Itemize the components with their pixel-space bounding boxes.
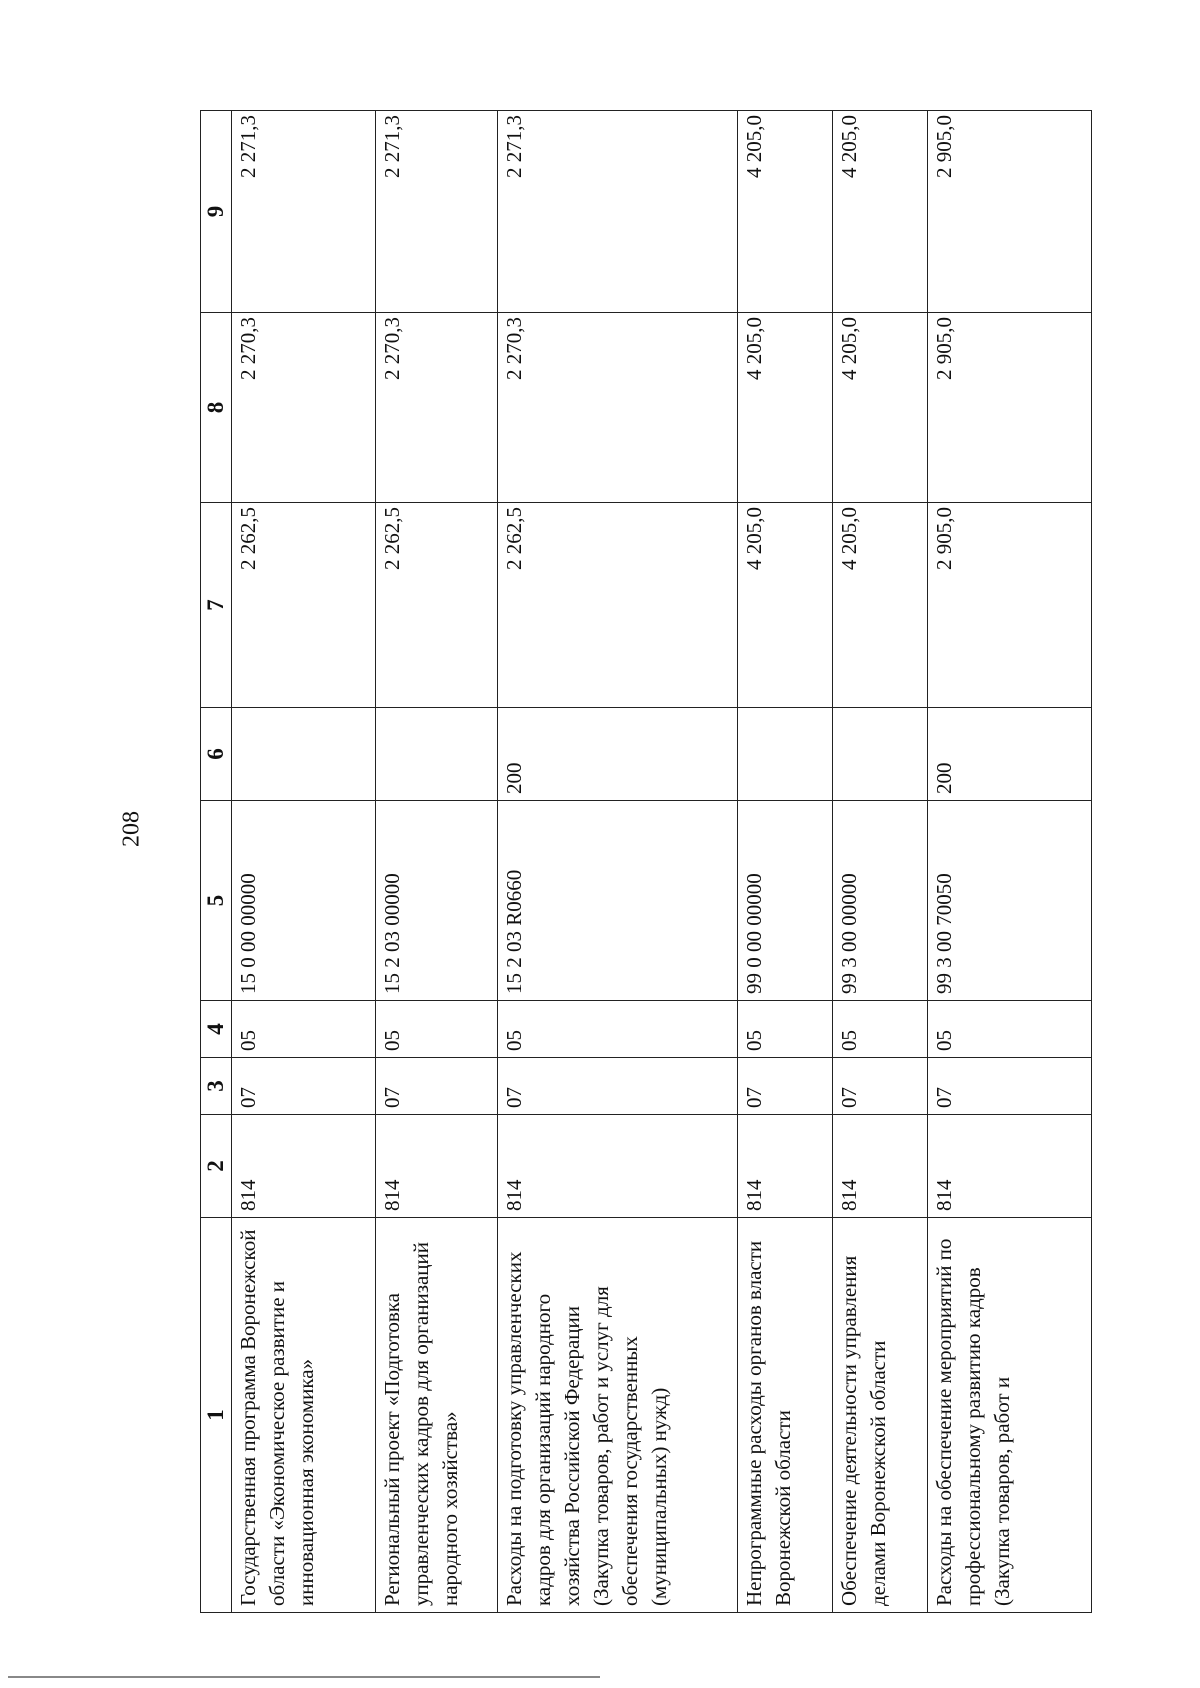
subsection-code: 05 bbox=[833, 1001, 928, 1058]
amount-col-9: 2 271,3 bbox=[376, 111, 498, 313]
table-row bbox=[498, 111, 738, 1613]
target-article-code: 15 2 03 00000 bbox=[376, 801, 498, 1001]
expense-type-code bbox=[833, 708, 928, 801]
amount-col-9: 2 271,3 bbox=[232, 111, 376, 313]
amount-col-7: 2 262,5 bbox=[498, 503, 738, 708]
amount-col-7: 2 262,5 bbox=[376, 503, 498, 708]
header-col-1: 1 bbox=[201, 1218, 232, 1613]
header-col-6: 6 bbox=[201, 708, 232, 801]
table-row bbox=[376, 111, 498, 1613]
amount-col-7: 2 262,5 bbox=[232, 503, 376, 708]
ministry-code: 814 bbox=[498, 1115, 738, 1218]
section-code: 07 bbox=[376, 1058, 498, 1115]
section-code: 07 bbox=[738, 1058, 833, 1115]
target-article-code: 99 3 00 00000 bbox=[833, 801, 928, 1001]
header-col-4: 4 bbox=[201, 1001, 232, 1058]
row-name: Непрограммные расходы органов власти Воронежской области bbox=[738, 1218, 833, 1613]
footer-rule bbox=[8, 1676, 600, 1678]
expense-type-code bbox=[376, 708, 498, 801]
subsection-code: 05 bbox=[376, 1001, 498, 1058]
header-row bbox=[201, 111, 232, 1613]
ministry-code: 814 bbox=[833, 1115, 928, 1218]
section-code: 07 bbox=[498, 1058, 738, 1115]
amount-col-9: 2 271,3 bbox=[498, 111, 738, 313]
ministry-code: 814 bbox=[376, 1115, 498, 1218]
amount-col-9: 4 205,0 bbox=[738, 111, 833, 313]
table-row bbox=[232, 111, 376, 1613]
amount-col-8: 2 905,0 bbox=[928, 313, 1092, 503]
target-article-code: 15 0 00 00000 bbox=[232, 801, 376, 1001]
header-col-2: 2 bbox=[201, 1115, 232, 1218]
subsection-code: 05 bbox=[498, 1001, 738, 1058]
expense-type-code bbox=[738, 708, 833, 801]
amount-col-7: 2 905,0 bbox=[928, 503, 1092, 708]
header-col-7: 7 bbox=[201, 503, 232, 708]
header-col-5: 5 bbox=[201, 801, 232, 1001]
ministry-code: 814 bbox=[232, 1115, 376, 1218]
expense-type-code bbox=[232, 708, 376, 801]
subsection-code: 05 bbox=[928, 1001, 1092, 1058]
amount-col-7: 4 205,0 bbox=[833, 503, 928, 708]
amount-col-8: 2 270,3 bbox=[232, 313, 376, 503]
amount-col-8: 4 205,0 bbox=[738, 313, 833, 503]
subsection-code: 05 bbox=[232, 1001, 376, 1058]
target-article-code: 99 0 00 00000 bbox=[738, 801, 833, 1001]
amount-col-9: 4 205,0 bbox=[833, 111, 928, 313]
row-name: Расходы на подготовку управленческих кадров для организаций народного хозяйства Российской Федерации (Закупка товаров, работ и услуг для обеспечения государственных (муниципальных) нужд) bbox=[498, 1218, 738, 1613]
row-name: Государственная программа Воронежской области «Экономическое развитие и инновационная экономика» bbox=[232, 1218, 376, 1613]
table-row bbox=[833, 111, 928, 1613]
target-article-code: 15 2 03 R0660 bbox=[498, 801, 738, 1001]
header-col-3: 3 bbox=[201, 1058, 232, 1115]
target-article-code: 99 3 00 70050 bbox=[928, 801, 1092, 1001]
table-rotation-frame bbox=[200, 111, 1090, 1613]
rotated-table-container bbox=[200, 111, 1090, 1613]
budget-table bbox=[200, 110, 1092, 1613]
amount-col-8: 4 205,0 bbox=[833, 313, 928, 503]
section-code: 07 bbox=[232, 1058, 376, 1115]
page-number: 208 bbox=[118, 811, 145, 847]
subsection-code: 05 bbox=[738, 1001, 833, 1058]
row-name: Расходы на обеспечение мероприятий по профессиональному развитию кадров (Закупка товаров, работ и bbox=[928, 1218, 1092, 1613]
header-col-8: 8 bbox=[201, 313, 232, 503]
ministry-code: 814 bbox=[928, 1115, 1092, 1218]
amount-col-8: 2 270,3 bbox=[498, 313, 738, 503]
expense-type-code: 200 bbox=[498, 708, 738, 801]
row-name: Региональный проект «Подготовка управленческих кадров для организаций народного хозяйства» bbox=[376, 1218, 498, 1613]
amount-col-9: 2 905,0 bbox=[928, 111, 1092, 313]
amount-col-8: 2 270,3 bbox=[376, 313, 498, 503]
header-col-9: 9 bbox=[201, 111, 232, 313]
section-code: 07 bbox=[928, 1058, 1092, 1115]
section-code: 07 bbox=[833, 1058, 928, 1115]
ministry-code: 814 bbox=[738, 1115, 833, 1218]
amount-col-7: 4 205,0 bbox=[738, 503, 833, 708]
expense-type-code: 200 bbox=[928, 708, 1092, 801]
table-row bbox=[928, 111, 1092, 1613]
table-row bbox=[738, 111, 833, 1613]
row-name: Обеспечение деятельности управления делами Воронежской области bbox=[833, 1218, 928, 1613]
